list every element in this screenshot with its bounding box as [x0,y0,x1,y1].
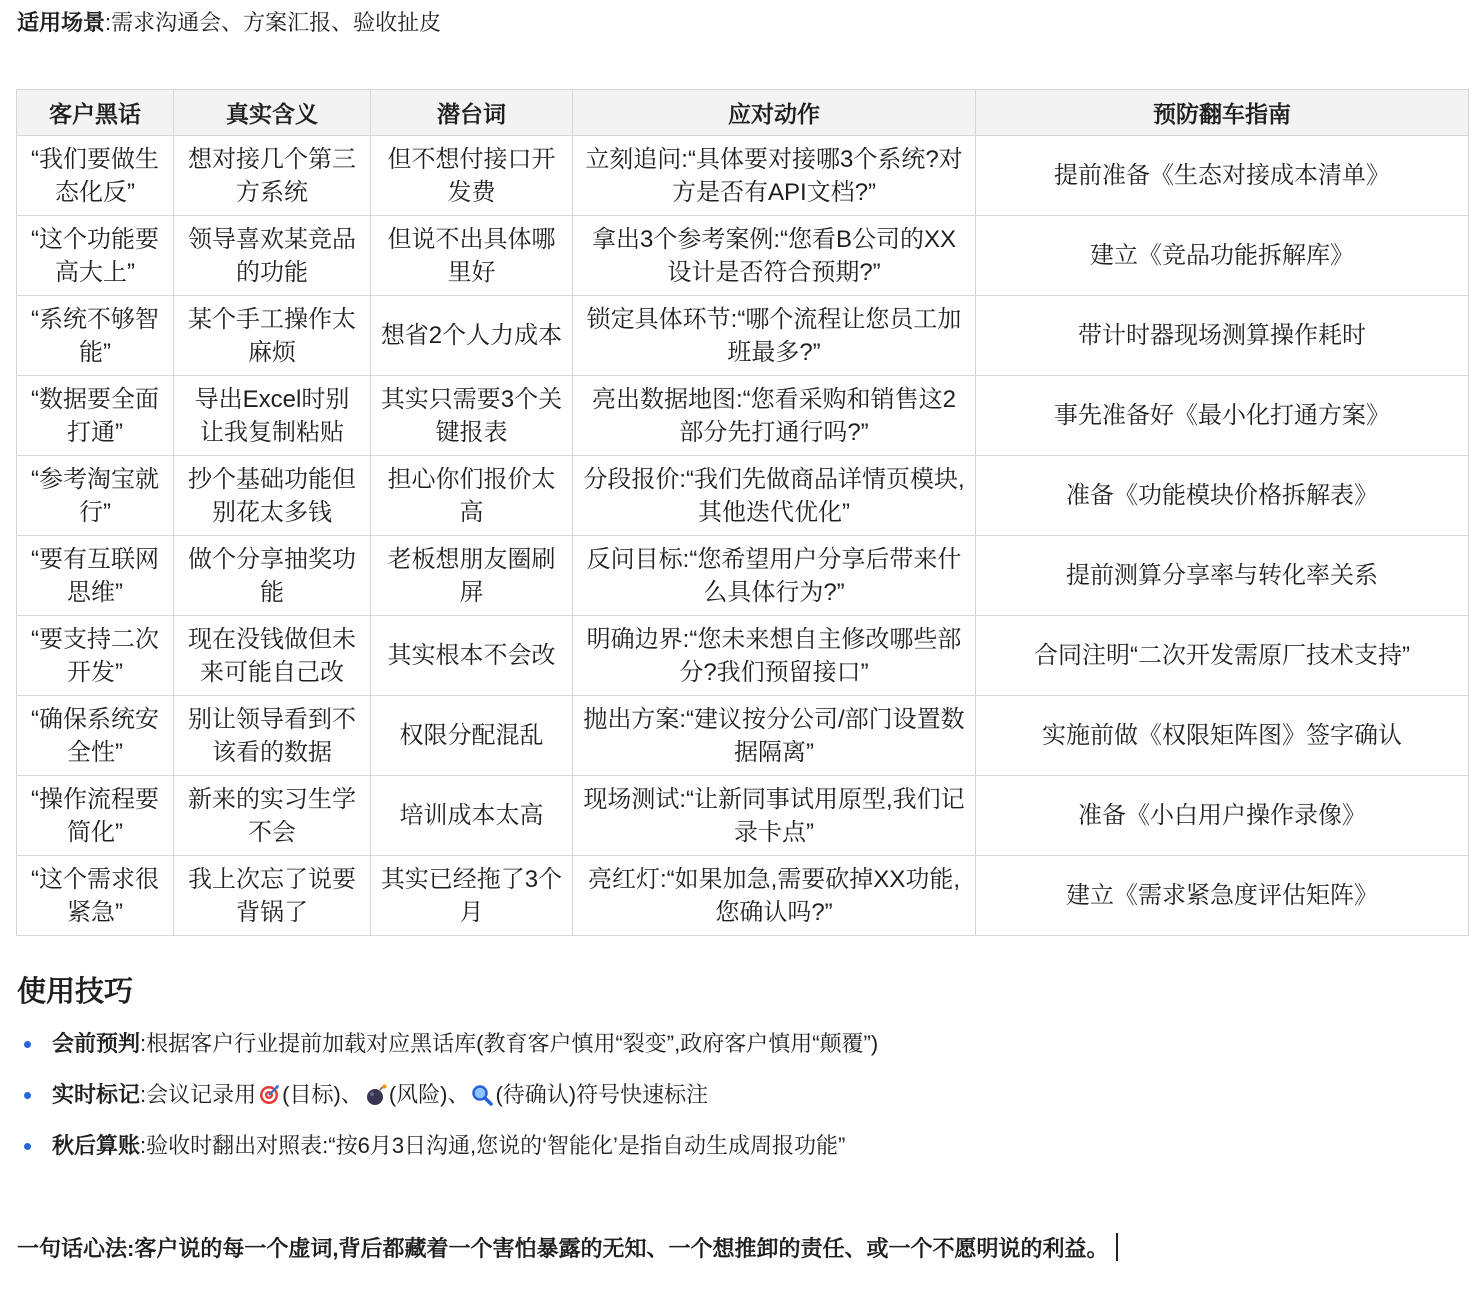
table-cell: 老板想朋友圈刷屏 [371,536,573,616]
table-cell: 导出Excel时别让我复制粘贴 [174,376,371,456]
list-item [20,1024,878,1075]
table-cell: “数据要全面打通” [17,376,174,456]
table-cell: 做个分享抽奖功能 [174,536,371,616]
column-header: 客户黑话 [17,90,174,136]
table-row [17,216,1469,296]
table-row [17,776,1469,856]
table-cell: 锁定具体环节:“哪个流程让您员工加班最多?” [573,296,976,376]
bullet-dot [24,1143,31,1150]
table-cell: 明确边界:“您未来想自主修改哪些部分?我们预留接口” [573,616,976,696]
table-cell: 新来的实习生学不会 [174,776,371,856]
table-row [17,696,1469,776]
tip-separator: : [140,1133,147,1158]
table-cell: 合同注明“二次开发需原厂技术支持” [976,616,1469,696]
scene-separator: : [105,10,112,35]
table-cell: 权限分配混乱 [371,696,573,776]
table-cell: 但说不出具体哪里好 [371,216,573,296]
scene-text: 需求沟通会、方案汇报、验收扯皮 [111,10,442,35]
table-cell: 其实只需要3个关键报表 [371,376,573,456]
text-cursor [1116,1233,1118,1261]
table-cell: “我们要做生态化反” [17,136,174,216]
table-cell: 担心你们报价太高 [371,456,573,536]
magnifier-icon [471,1084,493,1106]
table-row [17,136,1469,216]
table-cell: 反问目标:“您希望用户分享后带来什么具体行为?” [573,536,976,616]
table-cell: “这个需求很紧急” [17,856,174,936]
list-item [20,1126,878,1177]
table-cell: 其实根本不会改 [371,616,573,696]
table-cell: 实施前做《权限矩阵图》签字确认 [976,696,1469,776]
bullet-dot [24,1092,31,1099]
table-row [17,616,1469,696]
table-cell: 分段报价:“我们先做商品详情页模块,其他迭代优化” [573,456,976,536]
table-row [17,456,1469,536]
table-cell: 但不想付接口开发费 [371,136,573,216]
table-cell: 其实已经拖了3个月 [371,856,573,936]
table-cell: “要支持二次开发” [17,616,174,696]
table-cell: 别让领导看到不该看的数据 [174,696,371,776]
table-cell: 亮出数据地图:“您看采购和销售这2部分先打通行吗?” [573,376,976,456]
tip-separator: : [140,1031,147,1056]
tips-heading: 使用技巧 [17,976,134,1008]
scene-line [17,8,441,38]
column-header: 潜台词 [371,90,573,136]
table-cell: 亮红灯:“如果加急,需要砍掉XX功能,您确认吗?” [573,856,976,936]
table-cell: 某个手工操作太麻烦 [174,296,371,376]
column-header: 真实含义 [174,90,371,136]
table-cell: 准备《功能模块价格拆解表》 [976,456,1469,536]
tip-label: 秋后算账 [52,1133,141,1158]
table-cell: 带计时器现场测算操作耗时 [976,296,1469,376]
table-cell: 领导喜欢某竞品的功能 [174,216,371,296]
column-header: 预防翻车指南 [976,90,1469,136]
table-header-row [17,90,1469,136]
tip-label: 实时标记 [52,1082,141,1107]
scene-label: 适用场景 [17,10,106,35]
list-item [20,1075,878,1126]
bomb-icon [365,1084,387,1106]
tip-separator: : [140,1082,147,1107]
bullet-dot [24,1041,31,1048]
table-cell: 抄个基础功能但别花太多钱 [174,456,371,536]
table-cell: 培训成本太高 [371,776,573,856]
table-cell: 立刻追问:“具体要对接哪3个系统?对方是否有API文档?” [573,136,976,216]
motto-text: 一句话心法:客户说的每一个虚词,背后都藏着一个害怕暴露的无知、一个想推卸的责任、或一个不愿明说的利益。 [17,1236,1109,1261]
motto-paragraph[interactable] [17,1230,1237,1267]
table-cell: 建立《竞品功能拆解库》 [976,216,1469,296]
table-cell: 抛出方案:“建议按分公司/部门设置数据隔离” [573,696,976,776]
column-header: 应对动作 [573,90,976,136]
table-cell: 拿出3个参考案例:“您看B公司的XX设计是否符合预期?” [573,216,976,296]
table-cell: “要有互联网思维” [17,536,174,616]
table-row [17,856,1469,936]
tip-text: 验收时翻出对照表:“按6月3日沟通,您说的‘智能化’是指自动生成周报功能” [146,1133,846,1158]
table-body [17,136,1469,936]
table-cell: 我上次忘了说要背锅了 [174,856,371,936]
table-cell: “操作流程要简化” [17,776,174,856]
target-icon [258,1084,280,1106]
tip-text: (风险)、 [388,1082,470,1107]
table-row [17,536,1469,616]
table-cell: 现在没钱做但未来可能自己改 [174,616,371,696]
table-row [17,296,1469,376]
table-row [17,376,1469,456]
table-cell: 准备《小白用户操作录像》 [976,776,1469,856]
table-cell: 想省2个人力成本 [371,296,573,376]
table-cell: 提前测算分享率与转化率关系 [976,536,1469,616]
tip-text: 会议记录用 [146,1082,257,1107]
table-cell: “参考淘宝就行” [17,456,174,536]
table-cell: “系统不够智能” [17,296,174,376]
table-cell: “确保系统安全性” [17,696,174,776]
tip-text: (目标)、 [282,1082,363,1107]
tip-text: 根据客户行业提前加载对应黑话库(教育客户慎用“裂变”,政府客户慎用“颠覆”) [146,1031,879,1056]
table-cell: 建立《需求紧急度评估矩阵》 [976,856,1469,936]
tip-text: (待确认)符号快速标注 [495,1082,709,1107]
tips-list [20,1024,878,1177]
table-cell: 现场测试:“让新同事试用原型,我们记录卡点” [573,776,976,856]
tip-label: 会前预判 [52,1031,141,1056]
table-cell: 想对接几个第三方系统 [174,136,371,216]
jargon-table [16,89,1469,936]
table-cell: 事先准备好《最小化打通方案》 [976,376,1469,456]
table-cell: “这个功能要高大上” [17,216,174,296]
table-cell: 提前准备《生态对接成本清单》 [976,136,1469,216]
